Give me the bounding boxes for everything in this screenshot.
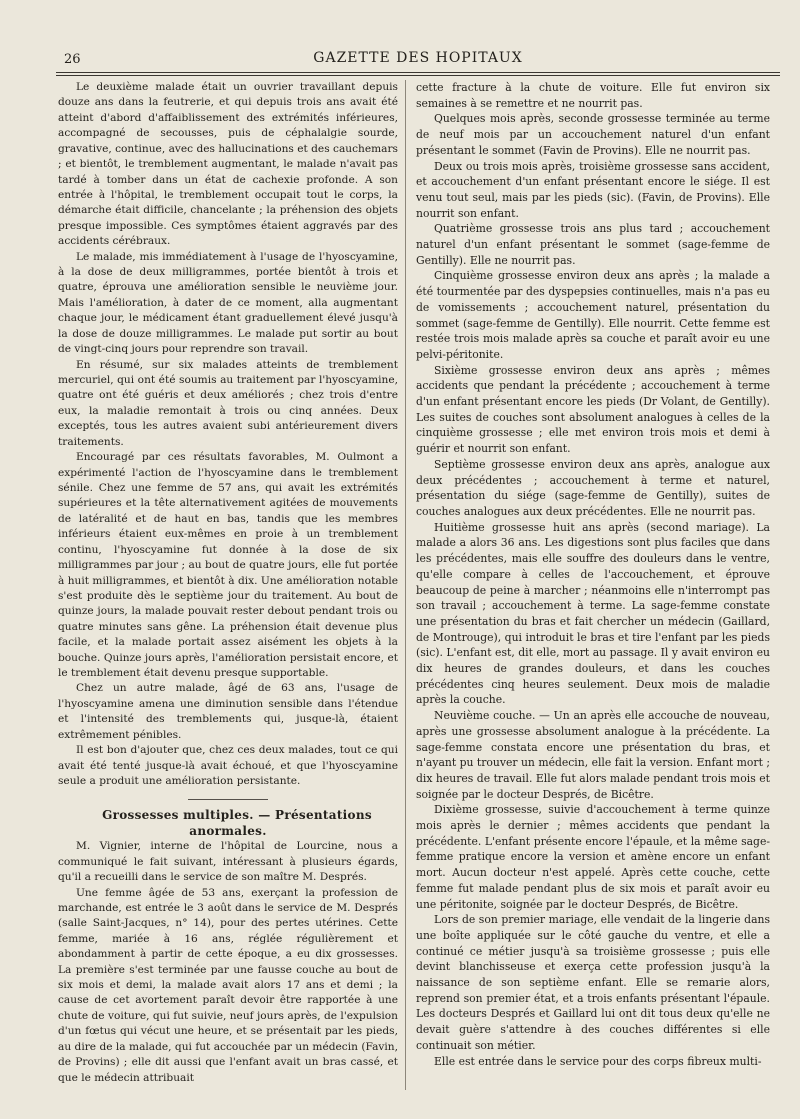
paragraph: Quelques mois après, seconde grossesse terminée au terme de neuf mois par un accouchement naturel d'un enfant présentant le sommet (Favin de Provins). Elle ne nourrit pas. <box>416 112 770 157</box>
header-rule <box>56 72 780 73</box>
section-separator <box>188 799 268 800</box>
paragraph: Quatrième grossesse trois ans plus tard ; accouchement naturel d'un enfant présentant le sommet (sage-femme de Gentilly). Elle ne nourrit pas. <box>416 222 770 267</box>
paragraph: Cinquième grossesse environ deux ans après ; la malade a été tourmentée par des dyspepsies continuelles, mais n'a pas eu de vomissements ; accouchement naturel, présentation du sommet (sage-femme de Gentilly). Elle nourrit. Cette femme est restée trois mois malade après sa couche et paraît avoir eu une pelvi-péritonite. <box>416 269 770 361</box>
paragraph: Deux ou trois mois après, troisième grossesse sans accident, et accouchement d'un enfant présentant encore le siége. Il est venu tout seul, mais par les pieds (sic). (Favin, de Provins). Elle nourrit son enfant. <box>416 159 770 220</box>
paragraph: Elle est entrée dans le service pour des corps fibreux multi- <box>434 1054 762 1068</box>
paragraph: Dixième grossesse, suivie d'accouchement à terme quinze mois après le dernier ; mêmes accidents que pendant la précédente. L'enfant présente encore l'épaule, et la même sage-femme pratique encore la version et amène encore un enfant mort. Aucun docteur n'est appelé. Après cette couche, cette femme fut malade pendant plus de six mois et paraît avoir eu une péritonite, soignée par le docteur Després, de Bicêtre. <box>416 803 770 911</box>
paragraph: Neuvième couche. — Un an après elle accouche de nouveau, après une grossesse absolument analogue à la précédente. La sage-femme constata encore une présentation du bras, et n'ayant pu trouver un médecin, elle fait la version. Enfant mort ; dix heures de travail. Elle fut alors malade pendant trois mois et soignée par le docteur Després, de Bicêtre. <box>416 709 770 801</box>
paragraph: Encouragé par ces résultats favorables, M. Oulmont a expérimenté l'action de l'hyoscyamine dans le tremblement sénile. Chez une femme de 57 ans, qui avait les extrémités supérieures et la tête alternativement agitées de mouvements de latéralité et de haut en bas, tandis que les membres inférieurs étaient eux-mêmes en proie à un tremblement continu, l'hyoscyamine fut donnée à la dose de six milligrammes par jour ; au bout de quatre jours, elle fut portée à huit milligrammes, et bientôt à dix. Une amélioration notable s'est produite dès le septième jour du traitement. Au bout de quinze jours, la malade pouvait rester debout pendant trois ou quatre minutes sans gêne. La préhension était devenue plus facile, et la malade portait assez aisément les objets à la bouche. Quinze jours après, l'amélioration persistait encore, et le tremblement était devenu presque supportable. <box>58 451 398 680</box>
paragraph: Chez un autre malade, âgé de 63 ans, l'usage de l'hyoscyamine amena une diminution sensible dans l'étendue et l'intensité des tremblements qui, jusque-là, étaient extrêmement pénibles. <box>58 682 398 741</box>
page-number: 26 <box>64 52 81 67</box>
page-header <box>56 46 780 70</box>
column-divider <box>405 80 406 1090</box>
right-column <box>416 80 770 1069</box>
paragraph-continued: cette fracture à la chute de voiture. Elle fut environ six semaines à se remettre et ne nourrit pas. <box>416 81 770 110</box>
paragraph: M. Vignier, interne de l'hôpital de Lourcine, nous a communiqué le fait suivant, intéressant à plusieurs égards, qu'il a recueilli dans le service de son maître M. Després. <box>58 840 398 884</box>
paragraph: Le malade, mis immédiatement à l'usage de l'hyoscyamine, à la dose de deux milligrammes, portée bientôt à trois et quatre, éprouva une amélioration sensible le neuvième jour. Mais l'amélioration, à dater de ce moment, alla augmentant chaque jour, le médicament étant graduellement élevé jusqu'à la dose de douze milligrammes. Le malade put sortir au bout de vingt-cinq jours pour reprendre son travail. <box>58 250 398 356</box>
paragraph: Il est bon d'ajouter que, chez ces deux malades, tout ce qui avait été tenté jusque-là avait échoué, et que l'hyoscyamine seule a produit une amélioration persistante. <box>58 744 398 787</box>
left-column <box>58 80 398 1086</box>
paragraph: Septième grossesse environ deux ans après, analogue aux deux précédentes ; accouchement à terme et naturel, présentation du siége (sage-femme de Gentilly), suites de couches analogues aux deux précédentes. Elle ne nourrit pas. <box>416 457 770 518</box>
header-rule-double <box>56 75 780 76</box>
running-title: GAZETTE DES HOPITAUX <box>313 50 523 66</box>
paragraph: Huitième grossesse huit ans après (second mariage). La malade a alors 36 ans. Les digestions sont plus faciles que dans les précédentes, mais elle souffre des douleurs dans le ventre, qu'elle compare à celles de l'accouchement, et éprouve beaucoup de peine à marcher ; néanmoins elle n'interrompt pas son travail ; accouchement à terme. La sage-femme constate une présentation du bras et fait chercher un médecin (Gaillard, de Montrouge), qui introduit le bras et tire l'enfant par les pieds (sic). L'enfant est, dit elle, mort au passage. Il y avait environ eu dix heures de grandes douleurs, et dans les couches précédentes cinq heures seulement. Deux mois de maladie après la couche. <box>416 520 770 707</box>
paragraph: Une femme âgée de 53 ans, exerçant la profession de marchande, est entrée le 3 août dans le service de M. Després (salle Saint-Jacques, n° 14), pour des pertes utérines. Cette femme, mariée à 16 ans, réglée régulièrement et abondamment à partir de cette époque, a eu dix grossesses. La première s'est terminée par une fausse couche au bout de six mois et demi, la malade avait alors 17 ans et demi ; la cause de cet avortement paraît devoir être rapportée à une chute de voiture, qui fut suivie, neuf jours après, de l'expulsion d'un fœtus qui vécut une heure, et se présentait par les pieds, au dire de la malade, qui fut accouchée par un médecin (Favin, de Provins) ; elle dit aussi que l'enfant avait un bras cassé, et que le médecin attribuait <box>58 886 398 1084</box>
section-title: Grossesses multiples. — Présentations anormales. <box>102 808 372 838</box>
paragraph: En résumé, sur six malades atteints de tremblement mercuriel, qui ont été soumis au traitement par l'hyoscyamine, quatre ont été guéris et deux améliorés ; chez trois d'entre eux, la maladie remontait à trois ou cinq années. Deux exceptés, tous les autres avaient subi antérieurement divers traitements. <box>58 358 398 448</box>
paragraph: Le deuxième malade était un ouvrier travaillant depuis douze ans dans la feutrerie, et qui depuis trois ans avait été atteint d'abord d'affaiblissement des extrémités inférieures, accompagné de secousses, puis de céphalalgie sourde, gravative, continue, avec des hallucinations et des cauchemars ; et bientôt, le tremblement augmentant, le malade n'avait pas tardé à tomber dans un état de cachexie profonde. A son entrée à l'hôpital, le tremblement occupait tout le corps, la démarche était difficile, chancelante ; la préhension des objets presque impossible. Ces symptômes étaient aggravés par des accidents cérébraux. <box>58 81 398 248</box>
paragraph: Lors de son premier mariage, elle vendait de la lingerie dans une boîte appliquée sur le côté gauche du ventre, et elle a continué ce métier jusqu'à sa troisième grossesse ; puis elle devint blanchisseuse et exerça cette profession jusqu'à la naissance de son septième enfant. Elle se remarie alors, reprend son premier état, et a trois enfants présentant l'épaule. Les docteurs Després et Gaillard lui ont dit tous deux qu'elle ne devait guère s'attendre à des couches différentes si elle continuait son métier. <box>416 913 770 1052</box>
paragraph: Sixième grossesse environ deux ans après ; mêmes accidents que pendant la précédente ; accouchement à terme d'un enfant présentant encore les pieds (Dr Volant, de Gentilly). Les suites de couches sont absolument analogues à celles de la cinquième grossesse ; elle met environ trois mois et demi à guérir et nourrit son enfant. <box>416 363 770 456</box>
